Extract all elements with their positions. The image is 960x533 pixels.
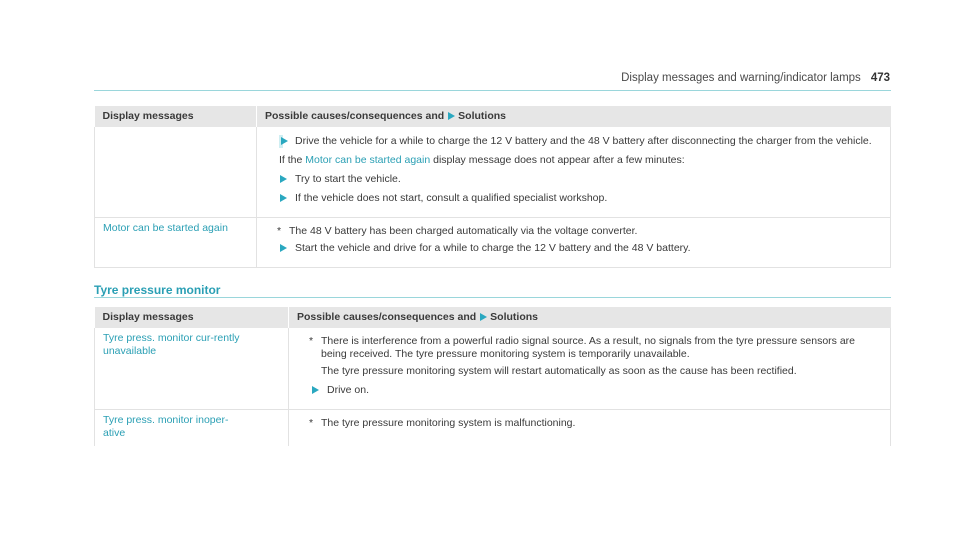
cause-item — [297, 335, 882, 361]
display-message-link[interactable]: Motor can be started again — [305, 154, 431, 166]
right-triangle-icon — [281, 137, 288, 145]
cause-item — [297, 417, 882, 430]
running-head-title: Display messages and warning/indicator lamps — [621, 72, 861, 84]
right-triangle-icon — [312, 386, 319, 394]
step-text: Start the vehicle and drive for a while to charge the 12 V battery and the 48 V battery. — [295, 242, 691, 254]
table-row — [95, 127, 891, 218]
table-row — [95, 218, 891, 268]
solutions-cell — [289, 328, 891, 410]
col-causes-label: Possible causes/consequences and — [265, 110, 445, 122]
cause-text: There is interference from a powerful radio signal source. As a result, no signals from the tyre pressure sensors are being received. The tyre pressure monitoring system is temporarily unavailable. — [321, 335, 855, 360]
step-text: Drive the vehicle for a while to charge the 12 V battery and the 48 V battery after disconnecting the charger from the vehicle. — [295, 135, 872, 147]
solutions-cell — [257, 127, 891, 218]
note-text: The tyre pressure monitoring system will restart automatically as soon as the cause has been rectified. — [321, 365, 797, 377]
step-text: Try to start the vehicle. — [295, 173, 401, 185]
running-head — [621, 72, 890, 84]
right-triangle-icon — [280, 244, 287, 252]
col-causes-solutions — [257, 106, 891, 127]
col-display-messages: Display messages — [95, 307, 289, 328]
right-triangle-icon — [280, 194, 287, 202]
table-row — [95, 410, 891, 447]
display-message: Tyre press. monitor inoper-ative — [95, 410, 289, 447]
asterisk-icon: * — [277, 225, 282, 237]
header-rule — [94, 90, 891, 91]
cause-item — [265, 225, 882, 238]
display-message: Motor can be started again — [95, 218, 257, 268]
solution-step — [297, 384, 882, 397]
solutions-cell — [289, 410, 891, 447]
cause-text: The tyre pressure monitoring system is malfunctioning. — [321, 417, 576, 429]
page-number: 473 — [870, 72, 890, 84]
solution-step — [265, 242, 882, 255]
solution-step — [265, 173, 882, 186]
display-message: Tyre press. monitor cur-rently unavailable — [95, 328, 289, 410]
col-causes-solutions — [289, 307, 891, 328]
cause-text: The 48 V battery has been charged automatically via the voltage converter. — [289, 225, 638, 237]
col-solutions-label: Solutions — [458, 110, 507, 122]
step-text: If the vehicle does not start, consult a qualified specialist workshop. — [295, 192, 608, 204]
condition-prefix: If the — [279, 154, 303, 166]
right-triangle-icon — [280, 175, 287, 183]
col-solutions-label: Solutions — [490, 311, 539, 323]
right-triangle-icon — [448, 112, 455, 120]
col-causes-label: Possible causes/consequences and — [297, 311, 477, 323]
step-text: Drive on. — [327, 384, 370, 396]
section-title: Tyre pressure monitor — [94, 283, 221, 297]
table-header — [95, 106, 891, 127]
condition-paragraph — [279, 154, 882, 167]
col-display-messages: Display messages — [95, 106, 257, 127]
display-messages-table-1 — [94, 106, 891, 268]
section-rule — [94, 297, 891, 298]
message-cell-empty — [95, 127, 257, 218]
solution-step — [279, 135, 882, 148]
solution-step — [265, 192, 882, 205]
asterisk-icon: * — [309, 417, 314, 429]
table-row — [95, 328, 891, 410]
right-triangle-icon — [480, 313, 487, 321]
condition-suffix: display message does not appear after a few minutes: — [433, 154, 685, 166]
display-messages-table-2 — [94, 307, 891, 446]
solutions-cell — [257, 218, 891, 268]
table-header — [95, 307, 891, 328]
asterisk-icon: * — [309, 335, 314, 347]
